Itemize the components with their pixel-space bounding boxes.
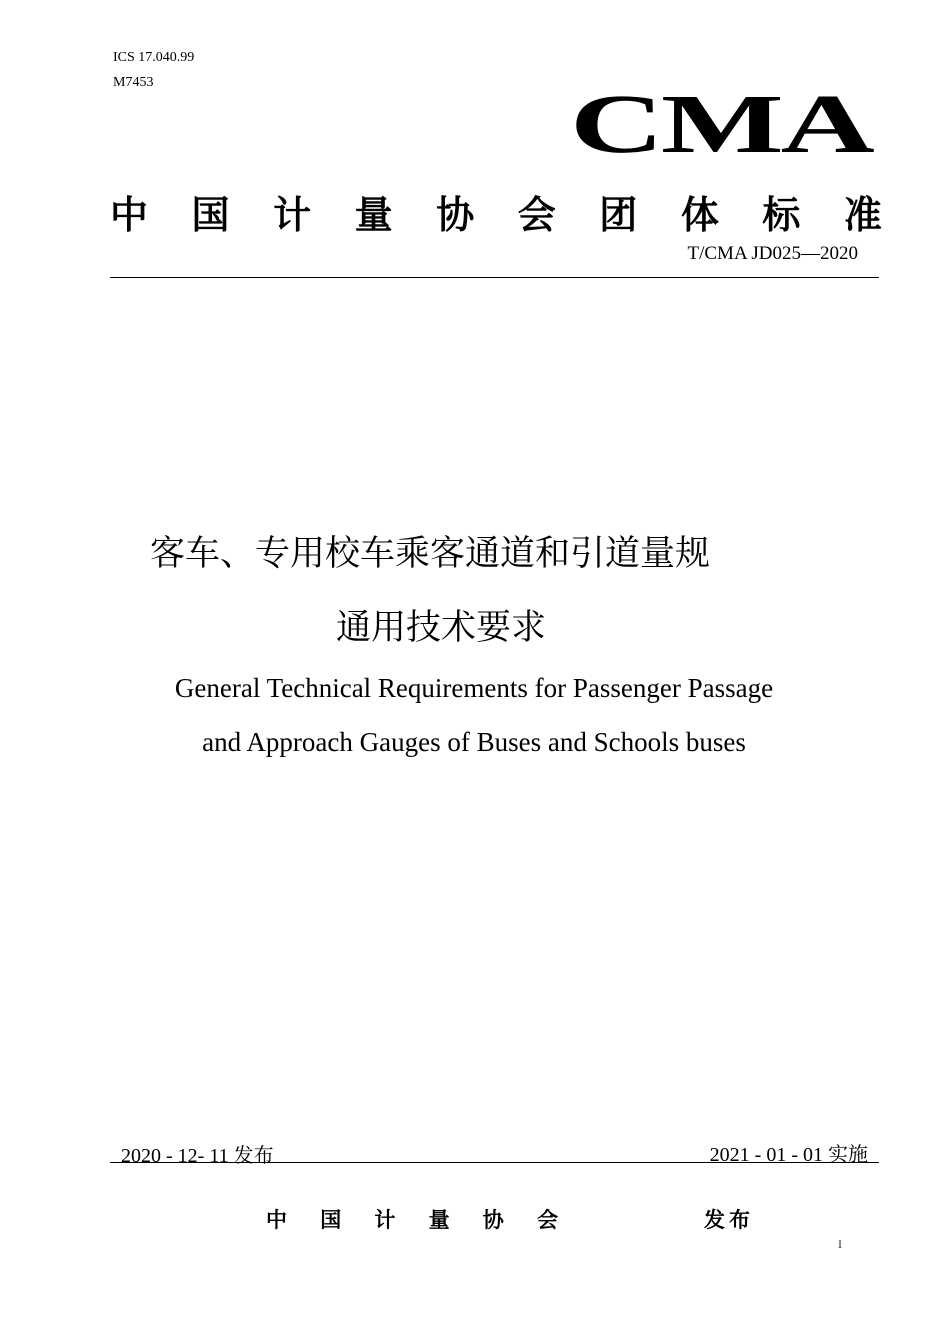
org-char: 计 xyxy=(273,193,312,237)
cma-logo: CMA xyxy=(570,78,872,171)
issuer-char: 国 xyxy=(320,1208,342,1232)
issuer-char: 计 xyxy=(374,1208,396,1232)
title-en-line2: and Approach Gauges of Buses and Schools buses xyxy=(202,727,746,757)
issuer-name xyxy=(266,1204,558,1234)
org-char: 中 xyxy=(110,193,149,237)
header-divider xyxy=(110,277,879,278)
issuer-char: 中 xyxy=(266,1208,287,1232)
org-char: 量 xyxy=(354,193,393,237)
org-char: 准 xyxy=(843,193,882,237)
title-zh-line1: 客车、专用校车乘客通道和引道量规 xyxy=(150,534,711,574)
ics-code: ICS 17.040.99 xyxy=(113,50,195,65)
org-char: 国 xyxy=(191,193,230,237)
standard-number: T/CMA JD025—2020 xyxy=(687,243,858,264)
publish-date: 2020 - 12- 11 发布 xyxy=(121,1145,274,1167)
org-char: 标 xyxy=(762,193,801,237)
org-char: 团 xyxy=(599,193,638,237)
org-char: 体 xyxy=(680,193,719,237)
org-standard-title xyxy=(110,184,882,239)
org-char: 协 xyxy=(436,193,475,237)
org-char: 会 xyxy=(517,193,556,237)
footer-divider xyxy=(110,1162,879,1163)
issuer-char: 协 xyxy=(482,1208,504,1232)
classification-code: M7453 xyxy=(113,75,154,90)
issue-label: 发布 xyxy=(704,1208,754,1232)
title-zh-line2: 通用技术要求 xyxy=(336,608,547,648)
implement-date: 2021 - 01 - 01 实施 xyxy=(709,1144,868,1166)
issuer-char: 量 xyxy=(428,1208,450,1232)
page-number: I xyxy=(838,1237,842,1251)
issuer-char: 会 xyxy=(536,1208,558,1232)
title-en-line1: General Technical Requirements for Passenger Passage xyxy=(174,673,774,703)
